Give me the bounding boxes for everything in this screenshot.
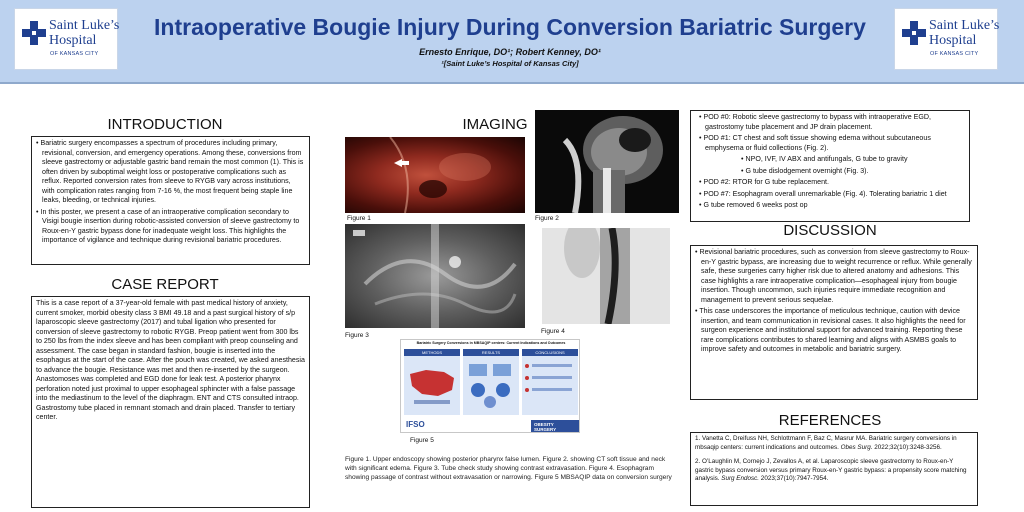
timeline-item: • POD #2: RTOR for G tube replacement. (699, 178, 829, 186)
figure-5-visual-abstract (400, 339, 580, 433)
discussion-bullet-1: • Revisional bariatric procedures, such as conversion from sleeve gastrectomy to Roux-en-Y gastric bypass, are increasing due to weight recurrence or reflux. While generally safe, these surgeries carry higher risk due to altered anatomy and adhesions. This case highlights a rare intraoperative complication—esophageal injury from bougie insertion. Though uncommon, such injuries require immediate recognition and management to prevent serious sequelae. (695, 248, 972, 304)
discussion-bullet-2: • This case underscores the importance of meticulous technique, caution with device insertion, and team communication in revisional cases. It also highlights the need for surgeon experience and institutional support for advanced training. Reporting these rare complications contributes to shared learning and aligns with ASMBS goals to improve safety and outcomes in metabolic and bariatric surgery. (695, 307, 966, 353)
ifso-logo: IFSO (406, 420, 425, 429)
figure-3-label: Figure 3 (345, 332, 369, 339)
logo-text-line3: OF KANSAS CITY (50, 51, 99, 57)
introduction-box (31, 136, 310, 265)
cross-icon (902, 21, 926, 45)
figure-2-ct-image (535, 110, 679, 213)
poster-header (0, 0, 1024, 84)
poster-authors: Ernesto Enrique, DO¹; Robert Kenney, DO¹ (419, 47, 601, 57)
obesity-surgery-logo: OBESITY SURGERY (531, 420, 579, 433)
figure-captions: Figure 1. Upper endoscopy showing posterior pharynx false lumen. Figure 2. showing CT soft tissue and neck with significant edema. Figure 3. Tube check study showing contrast extravasation. Figure 4. Esophagram showing passage of contrast without extravasation or narrowing. Figure 5 MBSAQIP data on conversion surgery (345, 456, 672, 481)
intro-bullet-1: • Bariatric surgery encompasses a spectrum of procedures including primary, revisional, conversion, and emergency operations. Among these, conversions from sleeve gastrectomy or adjustable gastric band remain the most common (1). This is often driven by suboptimal weight loss or postoperative complications such as reflux. Reported conversion rates from sleeve to RYGB vary across institutions, with complication rates ranging from 7-16 %, the most frequent being staple line leaks, bleeding, or technical injuries. (36, 139, 304, 204)
hospital-logo-left (14, 8, 118, 70)
timeline-subitem: • G tube dislodgement overnight (Fig. 3). (741, 166, 869, 175)
reference-1: 1. Vanetta C, Dreifuss NH, Schlottmann F, Baz C, Masrur MA. Bariatric surgery conversions in mbsaqip centers: current indications and outcomes. Obes Surg. 2022;32(10):3248-3256. (695, 435, 957, 451)
figure-2-label: Figure 2 (535, 215, 559, 222)
cross-icon (22, 21, 46, 45)
abstract-col-conclusions: CONCLUSIONS (522, 349, 578, 415)
logo-text-line1: Saint Luke’s (929, 18, 1000, 33)
timeline-item: • POD #7: Esophagram overall unremarkable (Fig. 4). Tolerating bariatric 1 diet (699, 189, 947, 198)
abstract-col-results: RESULTS (463, 349, 519, 415)
timeline-item: • POD #0: Robotic sleeve gastrectomy to bypass with intraoperative EGD, gastrostomy tube placement and JP drain placement. (699, 113, 931, 131)
abstract-col-methods: METHODS (404, 349, 460, 415)
logo-text-line2: Hospital (49, 33, 97, 48)
figure-1-label: Figure 1 (347, 215, 371, 222)
arrow-icon (394, 159, 409, 167)
case-report-text: This is a case report of a 37-year-old female with past medical history of anxiety, current smoker, morbid obesity class 3 BMI 49.18 and a past surgical history of s/p laparoscopic sleeve gastrectomy (2017) and tubal ligation who presented for conversion of sleeve gastrectomy to robotic RYGB. Preop patient went from 300 lbs to 250 lbs from the index sleeve and has been compliant with preop counseling and assessment. The case began in standard fashion, bougie is inserted into the esophagus at the start of the case. After the pouch was created, we asked anesthesia to advance the bougie. Resistance was met and then re-inserted by the surgeon. Anastomoses was completed and EGD done for leak test. A posterior pharynx perforation noted just proximal to upper esophageal sphincter with a false passage into the mediastinum to the level of the diaphragm. ENT and CTS consulted intraop. Gastrostomy tube placed in remnant stomach and drain placed. Transfer to tertiary center. (36, 299, 305, 421)
abstract-title: Bariatric Surgery Conversions in MBSAQIP centers: Current Indications and Outcomes (416, 341, 566, 345)
figure-3-xray-image (345, 224, 525, 328)
ct-overlay (535, 110, 679, 213)
figure-4-label: Figure 4 (541, 328, 565, 335)
conclusions-graphic (522, 356, 578, 412)
figure-5-label: Figure 5 (410, 437, 434, 444)
results-graphic (463, 356, 519, 412)
references-heading: REFERENCES (778, 412, 882, 429)
discussion-heading: DISCUSSION (783, 222, 877, 239)
intro-bullet-2: • In this poster, we present a case of an intraoperative complication secondary to Visigi bougie insertion during robotic-assisted conversion of sleeve gastrectomy to Roux-en-Y gastric bypass done for inadequate weight loss. This highlights the importance of vigilance and technique during revisional bariatric procedures. (36, 207, 300, 244)
timeline-item: • G tube removed 6 weeks post op (699, 201, 808, 209)
figure-1-endoscopy-image (345, 137, 525, 213)
hospital-logo-right (894, 8, 998, 70)
esophagram-overlay (542, 228, 670, 324)
endoscopy-overlay (345, 137, 525, 213)
references-box (690, 432, 978, 506)
timeline-item: • POD #1: CT chest and soft tissue showing edema without subcutaneous emphysema or fluid collections (Fig. 2). (699, 134, 931, 152)
imaging-heading: IMAGING (462, 116, 528, 133)
reference-2: 2. O’Laughlin M, Cornejo J, Zevallos A, et al. Laparoscopic sleeve gastrectomy to Roux-en-Y gastric bypass conversion versus primary Roux-en-Y gastric bypass: a propensity score matching analysis. Surg Endosc. 2023;37(10):7947-7954. (695, 458, 967, 482)
figure-4-esophagram-image (542, 228, 670, 324)
us-map-icon (404, 356, 460, 412)
discussion-box (690, 245, 978, 400)
poster-affiliation: ¹[Saint Luke’s Hospital of Kansas City] (441, 59, 579, 68)
timeline-subitem: • NPO, IVF, IV ABX and antifungals, G tube to gravity (741, 155, 908, 163)
logo-text-line2: Hospital (929, 33, 977, 48)
timeline-box (690, 110, 970, 222)
case-report-heading: CASE REPORT (111, 276, 219, 293)
poster-title: Intraoperative Bougie Injury During Conversion Bariatric Surgery (154, 14, 866, 40)
xray-overlay (345, 224, 525, 328)
introduction-heading: INTRODUCTION (107, 116, 223, 133)
case-report-box (31, 296, 310, 508)
logo-text-line1: Saint Luke’s (49, 18, 120, 33)
logo-text-line3: OF KANSAS CITY (930, 51, 979, 57)
